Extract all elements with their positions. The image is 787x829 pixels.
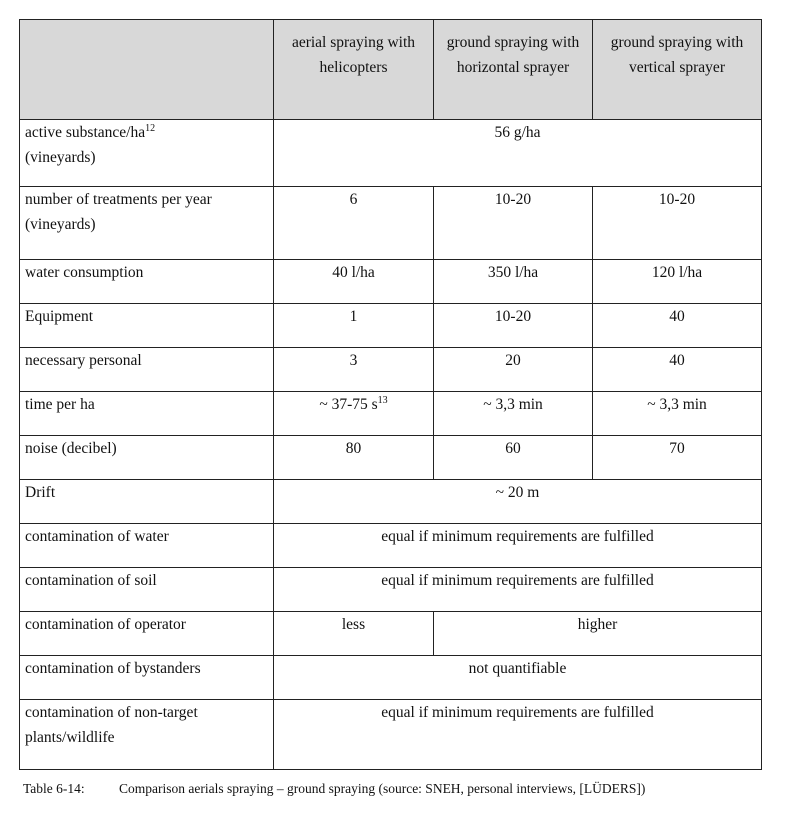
cell-horizontal: 20 [434, 348, 593, 392]
cell-aerial: 6 [274, 187, 434, 260]
table-row [20, 524, 762, 568]
table-caption [23, 781, 645, 797]
cell-vertical: 40 [593, 304, 762, 348]
merged-cell-ground: higher [434, 612, 762, 656]
row-label: contamination of operator [20, 612, 274, 656]
row-label-line2: (vineyards) [25, 149, 96, 166]
cell-horizontal: 10-20 [434, 187, 593, 260]
cell-aerial: 40 l/ha [274, 260, 434, 304]
header-vertical: ground spraying with vertical sprayer [593, 20, 762, 120]
table-row [20, 480, 762, 524]
header-aerial: aerial spraying with helicopters [274, 20, 434, 120]
comparison-table [19, 19, 762, 770]
cell-horizontal: ~ 3,3 min [434, 392, 593, 436]
footnote-ref: 12 [145, 122, 156, 134]
cell-horizontal: 350 l/ha [434, 260, 593, 304]
cell-horizontal: 60 [434, 436, 593, 480]
cell-text: ~ 37-75 s [319, 396, 378, 413]
table-row [20, 120, 762, 187]
table-row [20, 568, 762, 612]
row-label: contamination of bystanders [20, 656, 274, 700]
caption-text: Comparison aerials spraying – ground spraying (source: SNEH, personal interviews, [LÜDERS]) [119, 781, 646, 796]
cell-vertical: 120 l/ha [593, 260, 762, 304]
table-row [20, 700, 762, 770]
cell-vertical: 10-20 [593, 187, 762, 260]
cell-horizontal: 10-20 [434, 304, 593, 348]
cell-aerial: 80 [274, 436, 434, 480]
footnote-ref: 13 [377, 394, 388, 406]
header-row [20, 20, 762, 120]
row-label: noise (decibel) [20, 436, 274, 480]
table-row [20, 612, 762, 656]
cell-aerial: 1 [274, 304, 434, 348]
table-row [20, 348, 762, 392]
row-label: contamination of non-target plants/wildlife [20, 700, 274, 770]
row-label: water consumption [20, 260, 274, 304]
cell-vertical: 70 [593, 436, 762, 480]
header-blank [20, 20, 274, 120]
table-row [20, 392, 762, 436]
merged-cell: equal if minimum requirements are fulfilled [274, 524, 762, 568]
table-row [20, 304, 762, 348]
merged-cell: 56 g/ha [274, 120, 762, 187]
cell-aerial [274, 392, 434, 436]
row-label: contamination of soil [20, 568, 274, 612]
merged-cell: not quantifiable [274, 656, 762, 700]
row-label: contamination of water [20, 524, 274, 568]
table-row [20, 656, 762, 700]
cell-vertical: 40 [593, 348, 762, 392]
row-label: number of treatments per year (vineyards) [20, 187, 274, 260]
row-label [20, 120, 274, 187]
row-label: Equipment [20, 304, 274, 348]
row-label: necessary personal [20, 348, 274, 392]
merged-cell: equal if minimum requirements are fulfilled [274, 700, 762, 770]
table-row [20, 436, 762, 480]
row-label-text: active substance/ha [25, 124, 146, 141]
cell-aerial: 3 [274, 348, 434, 392]
row-label: time per ha [20, 392, 274, 436]
header-horizontal: ground spraying with horizontal sprayer [434, 20, 593, 120]
caption-number: Table 6-14: [23, 781, 85, 796]
merged-cell: equal if minimum requirements are fulfilled [274, 568, 762, 612]
cell-vertical: ~ 3,3 min [593, 392, 762, 436]
cell-aerial: less [274, 612, 434, 656]
row-label: Drift [20, 480, 274, 524]
table-row [20, 260, 762, 304]
merged-cell: ~ 20 m [274, 480, 762, 524]
table-row [20, 187, 762, 260]
